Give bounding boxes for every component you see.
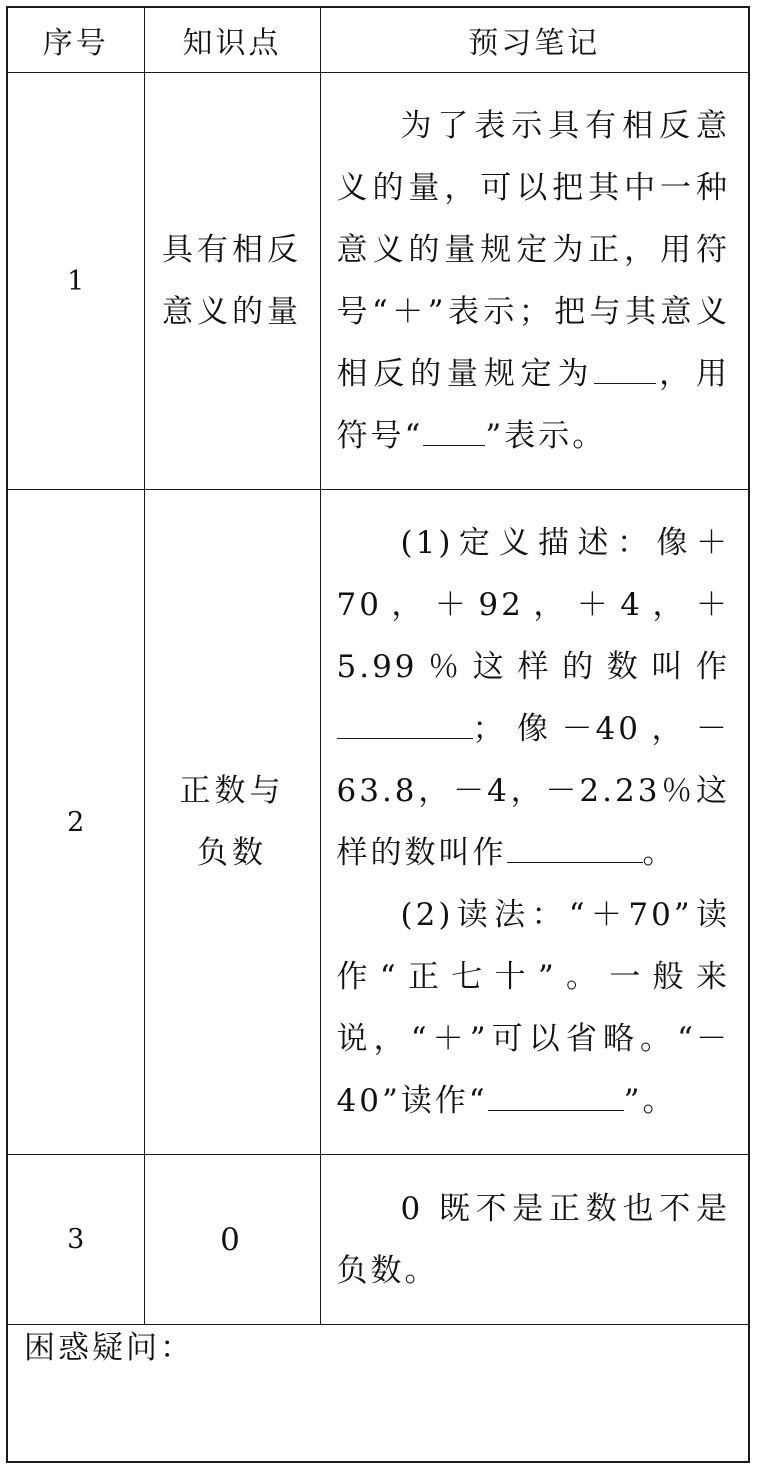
note-text: (2)读法：“＋70”读作“正七十”。一般来说，“＋”可以省略。“－40”读作“ — [336, 897, 730, 1119]
note-paragraph — [337, 95, 731, 467]
header-number: 序号 — [8, 8, 144, 73]
fill-blank[interactable] — [337, 698, 473, 739]
note-text: 为了表示具有相反意义的量，可以把其中一种意义的量规定为正，用符号“＋”表示；把与其意义相反的量规定为 — [336, 108, 730, 392]
fill-blank[interactable] — [507, 822, 643, 863]
row-note — [320, 1155, 748, 1325]
preview-notes-sheet — [6, 6, 750, 1463]
header-knowledge-point: 知识点 — [144, 8, 320, 73]
row-number: 2 — [8, 490, 144, 1155]
row-note — [320, 73, 748, 490]
table-row — [8, 490, 748, 1155]
table-row — [8, 1155, 748, 1325]
row-number: 3 — [8, 1155, 144, 1325]
topic-line: 意义的量 — [162, 294, 302, 330]
note-text: 。 — [642, 835, 677, 871]
topic-line: 正数与 — [179, 773, 285, 809]
topic-line: 具有相反 — [162, 232, 302, 268]
note-paragraph — [337, 884, 731, 1132]
note-text: (1)定义描述：像＋70，＋92，＋4，＋5.99％这样的数叫作 — [336, 525, 730, 685]
doubt-label: 困惑疑问： — [24, 1330, 194, 1366]
note-text: ”表示。 — [485, 418, 607, 454]
note-paragraph: 0 既不是正数也不是负数。 — [336, 1190, 730, 1289]
table-header-row — [8, 8, 748, 73]
row-topic: 0 — [144, 1155, 320, 1325]
note-paragraph — [337, 512, 731, 884]
row-note — [320, 490, 748, 1155]
preview-notes-table — [8, 8, 748, 1325]
table-row — [8, 73, 748, 490]
header-preview-notes: 预习笔记 — [320, 8, 748, 73]
note-text: ；像－40，－63.8，－4，－2.23％这样的数叫作 — [336, 711, 730, 871]
note-text: ，用符号“ — [336, 356, 731, 454]
row-number: 1 — [8, 73, 144, 490]
topic-line: 负数 — [197, 835, 267, 871]
fill-blank[interactable] — [594, 343, 656, 384]
fill-blank[interactable] — [423, 405, 485, 446]
note-text: ”。 — [623, 1083, 677, 1119]
fill-blank[interactable] — [488, 1070, 624, 1111]
row-topic — [144, 73, 320, 490]
row-topic — [144, 490, 320, 1155]
